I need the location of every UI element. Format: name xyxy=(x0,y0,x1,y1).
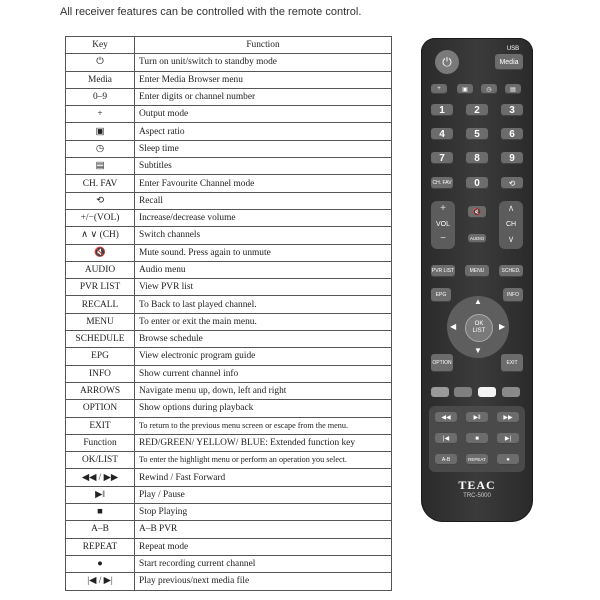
key-cell: RECALL xyxy=(66,296,135,313)
exit-button: EXIT xyxy=(501,354,523,372)
ch-label: CH xyxy=(505,221,517,228)
table-row xyxy=(66,88,392,105)
recall-icon: ⟲ xyxy=(501,177,523,189)
brand-logo: TEAC xyxy=(458,478,496,492)
table-row xyxy=(66,331,392,348)
list-label: LIST xyxy=(472,328,486,334)
digit-4-button: 4 xyxy=(431,128,453,140)
key-cell: ⟲ xyxy=(66,192,135,209)
table-row xyxy=(66,434,392,451)
table-row xyxy=(66,417,392,434)
arrow-down-icon: ▼ xyxy=(474,346,482,355)
usb-label: USB xyxy=(506,46,520,52)
ok-list-button xyxy=(465,314,493,342)
table-row xyxy=(66,244,392,261)
table-row xyxy=(66,261,392,278)
function-cell: View PVR list xyxy=(135,279,392,296)
play-pause-icon: ▶‖ xyxy=(466,412,488,423)
function-cell: Turn on unit/switch to standby mode xyxy=(135,54,392,71)
function-cell: Browse schedule xyxy=(135,331,392,348)
function-cell: View electronic program guide xyxy=(135,348,392,365)
function-cell: Switch channels xyxy=(135,227,392,244)
mute-icon: 🔇 xyxy=(468,206,486,218)
audio-button: AUDIO xyxy=(469,236,485,241)
remote-key-table xyxy=(65,36,392,591)
schedule-button: SCHED. xyxy=(499,265,523,277)
key-cell: INFO xyxy=(66,365,135,382)
function-cell: Enter Favourite Channel mode xyxy=(135,175,392,192)
function-cell: To enter the highlight menu or perform an operation you select. xyxy=(135,452,392,469)
volume-down-icon: − xyxy=(440,233,446,244)
option-button: OPTION xyxy=(431,354,453,372)
previous-icon: |◀ xyxy=(435,433,457,444)
channel-up-icon: ∧ xyxy=(507,203,515,213)
key-cell: Function xyxy=(66,434,135,451)
table-header-row xyxy=(66,37,392,54)
next-icon: ▶| xyxy=(497,433,519,444)
table-row xyxy=(66,504,392,521)
function-cell: Recall xyxy=(135,192,392,209)
function-cell: Aspect ratio xyxy=(135,123,392,140)
media-button: Media xyxy=(495,54,523,70)
table-row xyxy=(66,555,392,572)
key-cell: CH. FAV xyxy=(66,175,135,192)
key-cell: ∧ ∨ (CH) xyxy=(66,227,135,244)
key-cell: ▶‖ xyxy=(66,486,135,503)
function-cell: A–B PVR xyxy=(135,521,392,538)
function-cell: Output mode xyxy=(135,106,392,123)
function-cell: Stop Playing xyxy=(135,504,392,521)
volume-up-icon: + xyxy=(440,203,446,214)
function-cell: Play / Pause xyxy=(135,486,392,503)
key-cell: 0–9 xyxy=(66,88,135,105)
key-cell: OPTION xyxy=(66,400,135,417)
table-row xyxy=(66,209,392,226)
table-row xyxy=(66,227,392,244)
sleep-icon: ◷ xyxy=(481,84,497,94)
repeat-button: REPEAT xyxy=(466,454,488,465)
table-row xyxy=(66,279,392,296)
table-row xyxy=(66,469,392,486)
table-row xyxy=(66,486,392,503)
digit-9-button: 9 xyxy=(501,152,523,164)
key-cell: A–B xyxy=(66,521,135,538)
key-cell: ▣ xyxy=(66,123,135,140)
subtitle-icon: ▤ xyxy=(505,84,521,94)
table-row xyxy=(66,158,392,175)
key-cell: +/−(VOL) xyxy=(66,209,135,226)
function-cell: RED/GREEN/ YELLOW/ BLUE: Extended function key xyxy=(135,434,392,451)
digit-0-button: 0 xyxy=(466,177,488,189)
arrow-up-icon: ▲ xyxy=(474,297,482,306)
volume-rocker xyxy=(431,201,455,249)
key-cell: ▤ xyxy=(66,158,135,175)
key-column-header: Key xyxy=(66,37,135,54)
digit-2-button: 2 xyxy=(466,104,488,116)
table-row xyxy=(66,400,392,417)
function-cell: Enter Media Browser menu xyxy=(135,71,392,88)
blue-key xyxy=(502,387,520,397)
epg-button: EPG xyxy=(431,288,451,302)
function-cell: Start recording current channel xyxy=(135,555,392,572)
function-column-header: Function xyxy=(135,37,392,54)
channel-rocker xyxy=(499,201,523,249)
key-cell: SCHEDULE xyxy=(66,331,135,348)
table-row xyxy=(66,521,392,538)
key-cell: EPG xyxy=(66,348,135,365)
red-key xyxy=(431,387,449,397)
function-cell: To return to the previous menu screen or escape from the menu. xyxy=(135,417,392,434)
remote-control-image xyxy=(421,38,533,522)
function-cell: Navigate menu up, down, left and right xyxy=(135,382,392,399)
aspect-ratio-icon: ▣ xyxy=(457,84,473,94)
digit-5-button: 5 xyxy=(466,128,488,140)
playback-panel xyxy=(429,406,525,472)
ab-button: A-B xyxy=(435,454,457,465)
table-row xyxy=(66,452,392,469)
key-cell: |◀ / ▶| xyxy=(66,573,135,590)
key-cell: Media xyxy=(66,71,135,88)
digit-1-button: 1 xyxy=(431,104,453,116)
table-row xyxy=(66,365,392,382)
table-row xyxy=(66,313,392,330)
key-cell: ARROWS xyxy=(66,382,135,399)
digit-6-button: 6 xyxy=(501,128,523,140)
intro-text: All receiver features can be controlled with the remote control. xyxy=(60,6,362,18)
key-cell: ■ xyxy=(66,504,135,521)
function-cell: Mute sound. Press again to unmute xyxy=(135,244,392,261)
output-mode-icon: + xyxy=(431,84,447,94)
table-row xyxy=(66,538,392,555)
digit-8-button: 8 xyxy=(466,152,488,164)
function-cell: Sleep time xyxy=(135,140,392,157)
digit-7-button: 7 xyxy=(431,152,453,164)
ch-fav-button: CH. FAV xyxy=(431,177,453,189)
function-cell: Show current channel info xyxy=(135,365,392,382)
table-row xyxy=(66,54,392,71)
table-row xyxy=(66,573,392,590)
table-row xyxy=(66,106,392,123)
table-row xyxy=(66,382,392,399)
function-cell: Increase/decrease volume xyxy=(135,209,392,226)
key-cell: ◀◀ / ▶▶ xyxy=(66,469,135,486)
arrow-left-icon: ◀ xyxy=(450,322,457,331)
function-cell: To Back to last played channel. xyxy=(135,296,392,313)
function-cell: Rewind / Fast Forward xyxy=(135,469,392,486)
key-cell: ◷ xyxy=(66,140,135,157)
key-cell: PVR LIST xyxy=(66,279,135,296)
digit-3-button: 3 xyxy=(501,104,523,116)
power-icon: ⏻ xyxy=(435,50,459,74)
table-row xyxy=(66,123,392,140)
fast-forward-icon: ▶▶ xyxy=(497,412,519,423)
menu-button: MENU xyxy=(465,265,489,277)
key-cell: + xyxy=(66,106,135,123)
key-cell: MENU xyxy=(66,313,135,330)
ok-label: OK xyxy=(474,321,484,327)
function-cell: Audio menu xyxy=(135,261,392,278)
vol-label: VOL xyxy=(435,221,450,228)
model-label: TRC-5000 xyxy=(463,493,491,499)
function-cell: Subtitles xyxy=(135,158,392,175)
info-button: INFO xyxy=(503,288,523,302)
green-key xyxy=(454,387,472,397)
function-cell: Enter digits or channel number xyxy=(135,88,392,105)
table-row xyxy=(66,71,392,88)
key-cell: OK/LIST xyxy=(66,452,135,469)
function-cell: Show options during playback xyxy=(135,400,392,417)
key-cell: ● xyxy=(66,555,135,572)
table-row xyxy=(66,175,392,192)
table-row xyxy=(66,140,392,157)
arrow-right-icon: ▶ xyxy=(499,322,506,331)
function-cell: To enter or exit the main menu. xyxy=(135,313,392,330)
table-row xyxy=(66,296,392,313)
table-row xyxy=(66,192,392,209)
key-cell: AUDIO xyxy=(66,261,135,278)
record-icon: ● xyxy=(497,454,519,465)
rewind-icon: ◀◀ xyxy=(435,412,457,423)
table-row xyxy=(66,348,392,365)
channel-down-icon: ∨ xyxy=(507,234,515,244)
function-cell: Play previous/next media file xyxy=(135,573,392,590)
pvr-list-button: PVR LIST xyxy=(431,265,455,277)
key-cell: REPEAT xyxy=(66,538,135,555)
function-cell: Repeat mode xyxy=(135,538,392,555)
stop-icon: ■ xyxy=(466,433,488,444)
key-cell: 🔇 xyxy=(66,244,135,261)
key-cell: ⏻ xyxy=(66,54,135,71)
key-cell: EXIT xyxy=(66,417,135,434)
yellow-key xyxy=(478,387,496,397)
